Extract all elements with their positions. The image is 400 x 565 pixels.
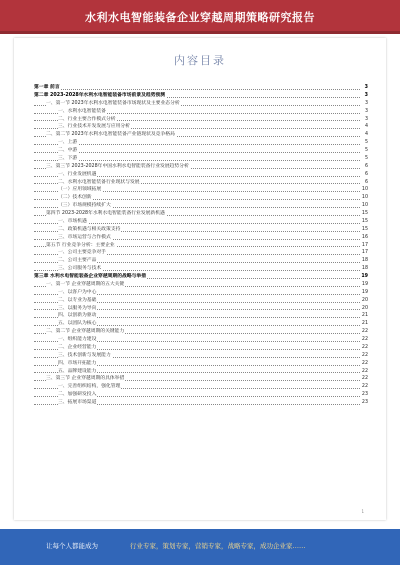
toc-entry-label: 三、以服务为导向 [58, 305, 97, 311]
toc-entry[interactable] [34, 249, 368, 257]
toc-entry-label: 五、品牌建设能力 [58, 368, 97, 374]
toc-entry-label: 第二章 2023-2028年水利水电智能装备市场前景及趋势预测 [34, 92, 166, 98]
toc-entry-page: 6 [364, 171, 368, 177]
toc-entry-label: 一、上游 [58, 140, 78, 146]
toc-entry-label: 第四节 2023-2028年水利水电智能装备行业发展新机遇 [46, 211, 165, 216]
toc-entry-page: 3 [364, 116, 368, 122]
toc-entry-label: 一、市场机遇 [58, 218, 87, 224]
toc-entry[interactable] [34, 305, 368, 313]
page-number: 1 [361, 509, 364, 514]
report-title: 水利水电智能装备企业穿越周期策略研究报告 [85, 11, 315, 24]
toc-entry[interactable] [34, 210, 368, 218]
toc-entry-page: 20 [361, 297, 368, 303]
toc-entry[interactable] [34, 92, 368, 100]
toc-entry[interactable] [34, 171, 368, 179]
toc-entry-page: 15 [361, 218, 368, 224]
toc-entry-page: 16 [361, 234, 368, 240]
toc-entry-label: 二、水利水电智能装备行业现状与发展 [58, 179, 140, 185]
toc-entry-page: 21 [361, 313, 368, 319]
toc-entry-label: 二、政策机遇与相关政策支持 [58, 226, 121, 232]
toc-entry[interactable] [34, 281, 368, 289]
toc-entry-page: 22 [361, 352, 368, 358]
toc-entry-page: 20 [361, 305, 368, 311]
table-of-contents [34, 84, 368, 407]
toc-entry-page: 6 [364, 179, 368, 185]
toc-entry-page: 10 [361, 203, 368, 209]
toc-entry[interactable] [34, 234, 368, 242]
toc-entry-page: 6 [364, 163, 368, 169]
toc-entry-page: 3 [364, 85, 368, 90]
toc-entry-label: 第一章 前言 [34, 85, 60, 90]
toc-entry-label: 三、第三节 2023-2028年中国水利水电智能装备行业发展趋势分析 [46, 163, 189, 169]
toc-entry[interactable] [34, 155, 368, 163]
toc-entry-label: 三、下游 [58, 155, 78, 161]
toc-entry-page: 4 [364, 132, 368, 138]
toc-entry[interactable] [34, 84, 368, 92]
toc-entry-label: 一、以客户为中心 [58, 289, 97, 295]
toc-entry-label: 二、第二节 企业穿越周期的关键能力 [46, 329, 125, 335]
toc-entry[interactable] [34, 352, 368, 360]
toc-entry-page: 10 [361, 187, 368, 193]
toc-entry-label: 五、以团队为核心 [58, 321, 97, 327]
toc-entry-label: 二、企业经营能力 [58, 344, 97, 350]
toc-entry[interactable] [34, 116, 368, 124]
toc-leader-dots [34, 89, 360, 90]
toc-entry-label: 一、组织能力建设 [58, 337, 97, 342]
footer-slogan: 让每个人都能成为 [46, 542, 98, 550]
toc-entry[interactable] [34, 297, 368, 305]
toc-entry-label: 二、加强研发投入 [58, 392, 97, 398]
toc-entry[interactable] [34, 383, 368, 391]
toc-entry-page: 10 [361, 195, 368, 201]
toc-entry-label: 第三章 水利水电智能装备企业穿越周期的战略与举措 [34, 274, 147, 279]
toc-entry-label: 一、完善组织结构，强化管理 [58, 384, 121, 390]
toc-entry[interactable] [34, 242, 368, 250]
toc-entry-page: 22 [361, 360, 368, 366]
toc-entry-label: 三、拓展市场渠道 [58, 400, 97, 405]
toc-entry-page: 21 [361, 321, 368, 327]
toc-entry-page: 15 [361, 211, 368, 216]
toc-entry-label: （一）应用领域拓展 [58, 187, 102, 193]
toc-entry-page: 5 [364, 155, 368, 161]
toc-entry-label: 一、第一节 2023年水利水电智能装备市场现状及主要业态分析 [46, 100, 180, 106]
toc-entry[interactable] [34, 328, 368, 336]
toc-entry-label: 一、水利水电智能装备 [58, 108, 106, 114]
toc-entry-page: 3 [364, 108, 368, 114]
toc-entry-label: 三、第三节 企业穿越周期的具体举措 [46, 376, 125, 382]
toc-entry-page: 22 [361, 384, 368, 390]
report-header [0, 0, 400, 34]
footer-tags: 行业专家，策划专家，营销专家，战略专家，成功企业家…… [130, 542, 306, 550]
toc-entry[interactable] [34, 147, 368, 155]
toc-leader-dots [34, 160, 360, 161]
toc-entry-label: 三、技术创新与发展能力 [58, 352, 111, 358]
toc-entry-label: 二、行业主要合作模式分析 [58, 116, 116, 122]
toc-entry-label: 第五节 行业竞争分析：主要企业 [46, 242, 115, 248]
toc-entry[interactable] [34, 100, 368, 108]
toc-leader-dots [34, 152, 360, 153]
toc-entry[interactable] [34, 139, 368, 147]
toc-entry-label: 二、以专业为基础 [58, 297, 97, 303]
toc-entry-page: 22 [361, 368, 368, 374]
toc-entry[interactable] [34, 360, 368, 368]
toc-entry-page: 17 [361, 242, 368, 248]
toc-entry-page: 17 [361, 250, 368, 256]
document-page [14, 38, 386, 520]
toc-entry[interactable] [34, 108, 368, 116]
toc-entry[interactable] [34, 368, 368, 376]
toc-entry[interactable] [34, 289, 368, 297]
toc-entry[interactable] [34, 344, 368, 352]
toc-entry-page: 18 [361, 266, 368, 272]
toc-entry-label: 四、以创新为驱动 [58, 313, 97, 319]
toc-entry[interactable] [34, 257, 368, 265]
toc-entry-page: 19 [361, 289, 368, 295]
toc-entry[interactable] [34, 163, 368, 171]
toc-entry-page: 22 [361, 329, 368, 335]
toc-entry[interactable] [34, 320, 368, 328]
toc-entry-label: 四、市场开拓能力 [58, 360, 97, 366]
toc-entry-label: 一、行业发展机遇 [58, 171, 97, 177]
toc-entry-label: 三、市场运营与合作模式 [58, 234, 111, 240]
toc-entry[interactable] [34, 194, 368, 202]
toc-entry-page: 3 [364, 92, 368, 98]
toc-heading: 内容目录 [174, 54, 226, 67]
toc-entry[interactable] [34, 131, 368, 139]
toc-entry-label: 二、第二节 2023年水利水电智能装备产业链现状及竞争格局 [46, 132, 175, 138]
toc-entry[interactable] [34, 123, 368, 131]
toc-entry-page: 19 [361, 281, 368, 287]
toc-entry[interactable] [34, 218, 368, 226]
toc-entry[interactable] [34, 375, 368, 383]
toc-entry-label: （二）技术创新 [58, 195, 92, 201]
toc-entry[interactable] [34, 202, 368, 210]
toc-entry[interactable] [34, 336, 368, 344]
toc-entry-page: 5 [364, 140, 368, 146]
toc-entry-page: 15 [361, 226, 368, 232]
header-strip [0, 31, 400, 34]
toc-entry[interactable] [34, 312, 368, 320]
toc-entry-page: 4 [364, 124, 368, 130]
toc-entry-label: 三、公司服务与技术 [58, 266, 102, 272]
toc-entry-label: 一、第一节 企业穿越周期的五大关键 [46, 281, 125, 287]
toc-entry-page: 3 [364, 100, 368, 106]
toc-entry-label: 一、公司主要竞争对手 [58, 250, 106, 256]
toc-entry-label: （三）市场规模持续扩大 [58, 203, 111, 209]
toc-entry-label: 三、行业技术开发发展与应用分析 [58, 124, 130, 130]
toc-entry-label: 二、中游 [58, 148, 78, 153]
footer-banner [0, 529, 400, 565]
toc-entry[interactable] [34, 273, 368, 281]
toc-entry[interactable] [34, 391, 368, 399]
toc-entry-page: 23 [361, 400, 368, 405]
toc-entry[interactable] [34, 226, 368, 234]
toc-entry[interactable] [34, 399, 368, 407]
toc-entry-page: 22 [361, 376, 368, 382]
toc-entry-page: 22 [361, 337, 368, 342]
toc-entry[interactable] [34, 186, 368, 194]
toc-entry-page: 22 [361, 344, 368, 350]
toc-entry-page: 18 [361, 258, 368, 264]
toc-entry[interactable] [34, 179, 368, 187]
toc-entry[interactable] [34, 265, 368, 273]
toc-entry-label: 二、公司主要产品 [58, 258, 97, 264]
toc-leader-dots [34, 144, 360, 145]
toc-entry-page: 23 [361, 392, 368, 398]
toc-entry-page: 19 [361, 274, 368, 279]
toc-entry-page: 5 [364, 148, 368, 153]
